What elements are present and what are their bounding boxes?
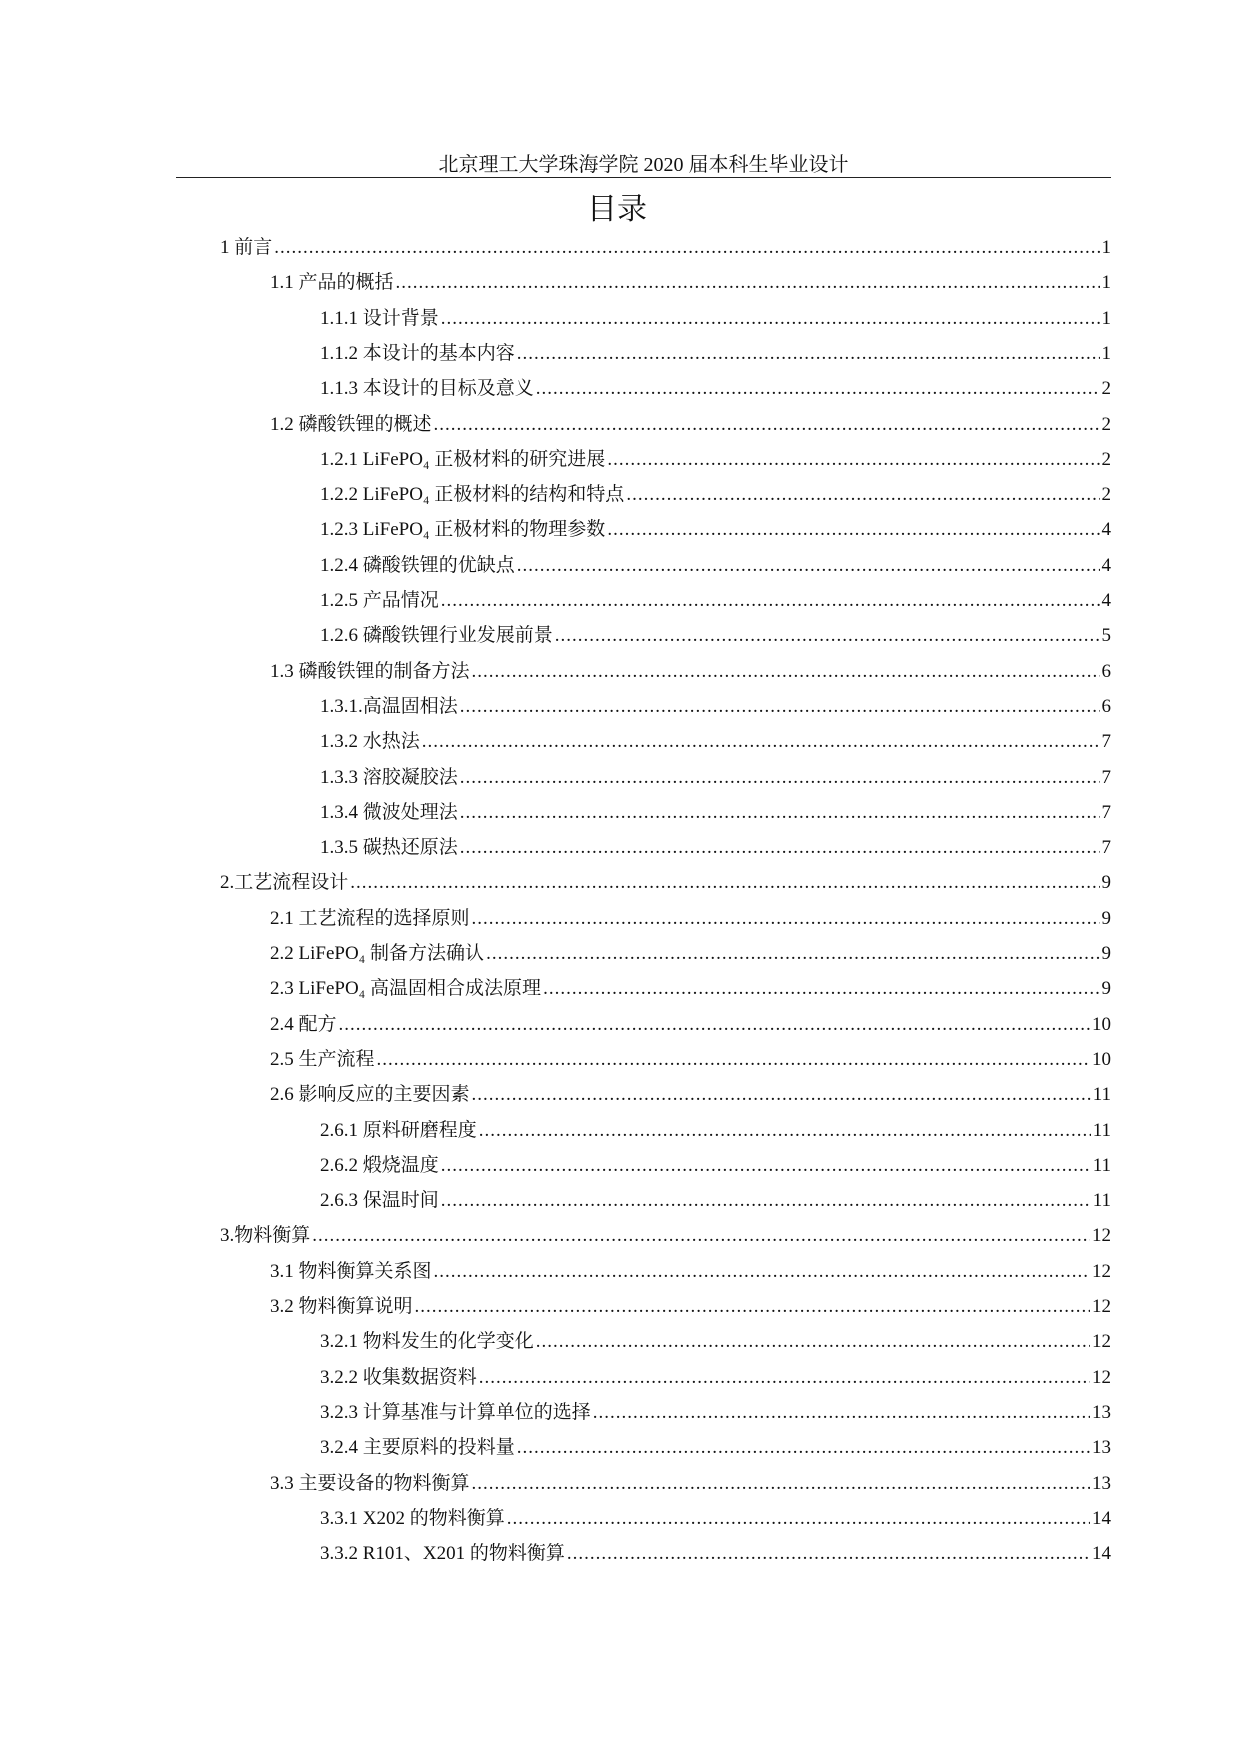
dot-leader [460,837,1100,859]
dot-leader [377,1049,1090,1071]
toc-entry-label: 2.5 生产流程 [270,1048,375,1070]
toc-entry-page: 12 [1092,1296,1111,1317]
toc-entry-label: 2.3 LiFePO₄ 高温固相合成法原理 [270,978,542,1000]
toc-entry[interactable] [320,797,1111,827]
toc-entry-page: 4 [1101,590,1111,611]
toc-entry[interactable] [320,479,1111,509]
toc-entry-label: 1.1.1 设计背景 [320,307,439,329]
toc-entry[interactable] [270,1009,1111,1039]
toc-entry-page: 1 [1101,307,1111,329]
toc-entry-page: 5 [1101,625,1111,647]
dot-leader [472,908,1100,930]
toc-entry[interactable] [220,1220,1111,1250]
toc-entry-page: 4 [1101,519,1111,541]
dot-leader [441,590,1100,612]
toc-entry-page: 9 [1101,907,1111,929]
dot-leader [567,1543,1090,1565]
toc-entry-label: 2.工艺流程设计 [220,872,349,894]
toc-entry[interactable] [270,267,1111,297]
dot-leader [274,237,1099,259]
toc-entry-label: 1.3.2 水热法 [320,731,420,753]
toc-entry[interactable] [220,867,1111,897]
dot-leader [486,943,1099,965]
toc-entry-label: 3.2.3 计算基准与计算单位的选择 [320,1401,591,1423]
dot-leader [472,661,1100,683]
dot-leader [479,1367,1090,1389]
toc-entry-label: 3.3.2 R101、X201 的物料衡算 [320,1543,565,1565]
toc-entry[interactable] [320,1503,1111,1533]
toc-entry[interactable] [320,762,1111,792]
header-rule [176,177,1111,178]
toc-entry[interactable] [270,938,1111,968]
toc-entry[interactable] [320,620,1111,650]
dot-leader [479,1120,1091,1142]
toc-entry-page: 13 [1092,1401,1111,1423]
toc-entry[interactable] [270,409,1111,439]
dot-leader [593,1402,1090,1424]
toc-entry[interactable] [320,1115,1111,1145]
dot-leader [517,555,1100,577]
page-title: 目录 [587,193,647,226]
toc-entry-label: 1.2.1 LiFePO₄ 正极材料的研究进展 [320,448,606,470]
toc-entry[interactable] [320,1150,1111,1180]
toc-entry-page: 7 [1101,766,1111,788]
toc-entry[interactable] [320,1397,1111,1427]
toc-entry-label: 1.2.6 磷酸铁锂行业发展前景 [320,625,553,647]
toc-entry-page: 11 [1092,1119,1111,1141]
toc-entry-page: 13 [1092,1472,1111,1494]
dot-leader [339,1014,1090,1036]
toc-entry[interactable] [320,1362,1111,1392]
toc-entry-page: 2 [1101,378,1111,400]
toc-entry[interactable] [270,903,1111,933]
toc-entry-label: 2.2 LiFePO₄ 制备方法确认 [270,943,485,964]
toc-entry-page: 6 [1101,695,1111,717]
dot-leader [441,308,1100,330]
toc-entry-label: 2.6.3 保温时间 [320,1190,439,1212]
toc-entry-label: 3.2.2 收集数据资料 [320,1366,477,1388]
dot-leader [607,519,1099,541]
toc-entry[interactable] [320,832,1111,862]
toc-entry-label: 1.2.5 产品情况 [320,590,439,611]
toc-entry[interactable] [270,1044,1111,1074]
dot-leader [434,1261,1090,1283]
toc-entry-label: 1.2.4 磷酸铁锂的优缺点 [320,554,515,576]
toc-entry-label: 1.1.3 本设计的目标及意义 [320,378,534,400]
toc-entry-label: 1.1 产品的概括 [270,272,394,294]
dot-leader [350,872,1099,894]
toc-entry-label: 2.6 影响反应的主要因素 [270,1084,470,1106]
toc-entry-page: 14 [1092,1507,1111,1529]
toc-entry-label: 1.3 磷酸铁锂的制备方法 [270,660,470,682]
toc-entry-page: 1 [1101,272,1111,294]
dot-leader [517,343,1100,365]
dot-leader [517,1437,1090,1459]
toc-entry-label: 3.3.1 X202 的物料衡算 [320,1507,505,1529]
toc-entry[interactable] [320,1185,1111,1215]
toc-entry-label: 1.3.4 微波处理法 [320,801,458,823]
toc-entry-page: 10 [1092,1048,1111,1070]
toc-entry[interactable] [270,1079,1111,1109]
toc-entry-page: 12 [1092,1260,1111,1282]
toc-entry-label: 1.3.1.高温固相法 [320,695,458,717]
toc-entry-page: 13 [1092,1437,1111,1459]
toc-entry-page: 12 [1092,1366,1111,1388]
toc-entry-page: 9 [1101,978,1111,1000]
toc-entry-page: 7 [1101,837,1111,859]
toc-entry-page: 10 [1092,1013,1111,1035]
toc-entry-page: 11 [1092,1154,1111,1176]
toc-entry-label: 3.1 物料衡算关系图 [270,1260,432,1282]
toc-entry-label: 2.4 配方 [270,1013,337,1035]
toc-entry[interactable] [270,1291,1111,1321]
toc-entry-label: 3.3 主要设备的物料衡算 [270,1472,470,1494]
dot-leader [312,1225,1090,1247]
dot-leader [607,449,1099,471]
toc-entry[interactable] [320,550,1111,580]
toc-entry-label: 3.物料衡算 [220,1225,311,1247]
toc-entry[interactable] [320,303,1111,333]
toc-entry[interactable] [270,973,1111,1003]
toc-entry[interactable] [270,1256,1111,1286]
dot-leader [626,484,1099,506]
toc-entry[interactable] [320,444,1111,474]
dot-leader [472,1473,1090,1495]
dot-leader [536,378,1100,400]
dot-leader [396,272,1100,294]
toc-entry-page: 4 [1101,554,1111,576]
toc-entry-page: 12 [1092,1331,1111,1353]
dot-leader [460,696,1100,718]
toc-entry-page: 7 [1101,801,1111,823]
toc-entry-page: 1 [1101,237,1111,258]
toc-entry-label: 3.2 物料衡算说明 [270,1296,413,1317]
dot-leader [507,1508,1090,1530]
toc-entry[interactable] [270,656,1111,686]
toc-entry-page: 1 [1101,342,1111,364]
toc-entry-page: 11 [1092,1190,1111,1212]
dot-leader [415,1296,1090,1318]
toc-entry[interactable] [320,1326,1111,1356]
toc-entry[interactable] [320,1432,1111,1462]
toc-entry-page: 11 [1092,1084,1111,1106]
dot-leader [422,731,1100,753]
toc-entry-page: 12 [1092,1225,1111,1247]
dot-leader [472,1084,1091,1106]
toc-entry-page: 9 [1101,872,1111,894]
toc-entry[interactable] [320,338,1111,368]
toc-entry-page: 7 [1101,731,1111,753]
toc-entry-page: 6 [1101,660,1111,682]
toc-entry[interactable] [320,514,1111,544]
toc-entry-page: 9 [1101,943,1111,964]
toc-entry-label: 1.1.2 本设计的基本内容 [320,342,515,364]
toc-entry[interactable] [220,232,1111,262]
toc-entry-label: 1 前言 [220,237,273,258]
toc-entry[interactable] [320,1538,1111,1568]
dot-leader [536,1331,1090,1353]
dot-leader [460,802,1100,824]
dot-leader [434,414,1100,436]
toc-entry-label: 1.2 磷酸铁锂的概述 [270,413,432,435]
toc-entry-label: 1.2.2 LiFePO₄ 正极材料的结构和特点 [320,484,625,506]
toc-entry-label: 1.3.5 碳热还原法 [320,837,458,859]
toc-entry-page: 14 [1092,1543,1111,1565]
dot-leader [441,1190,1091,1212]
dot-leader [460,767,1100,789]
toc-entry-label: 3.2.4 主要原料的投料量 [320,1437,515,1459]
dot-leader [555,625,1100,647]
toc-entry-label: 1.3.3 溶胶凝胶法 [320,766,458,788]
toc-entry[interactable] [320,373,1111,403]
toc-entry[interactable] [270,1468,1111,1498]
toc-entry-label: 2.6.1 原料研磨程度 [320,1119,477,1141]
toc-entry-page: 2 [1101,484,1111,506]
toc-entry-label: 1.2.3 LiFePO₄ 正极材料的物理参数 [320,519,606,541]
toc-entry[interactable] [320,726,1111,756]
dot-leader [543,978,1099,1000]
toc-entry[interactable] [320,691,1111,721]
dot-leader [441,1155,1091,1177]
page-header: 北京理工大学珠海学院 2020 届本科生毕业设计 [438,154,849,176]
toc-entry-label: 2.1 工艺流程的选择原则 [270,907,470,929]
toc-entry-label: 2.6.2 煅烧温度 [320,1154,439,1176]
toc-entry-page: 2 [1101,413,1111,435]
toc-entry-label: 3.2.1 物料发生的化学变化 [320,1331,534,1353]
toc-entry[interactable] [320,585,1111,615]
toc-entry-page: 2 [1101,448,1111,470]
